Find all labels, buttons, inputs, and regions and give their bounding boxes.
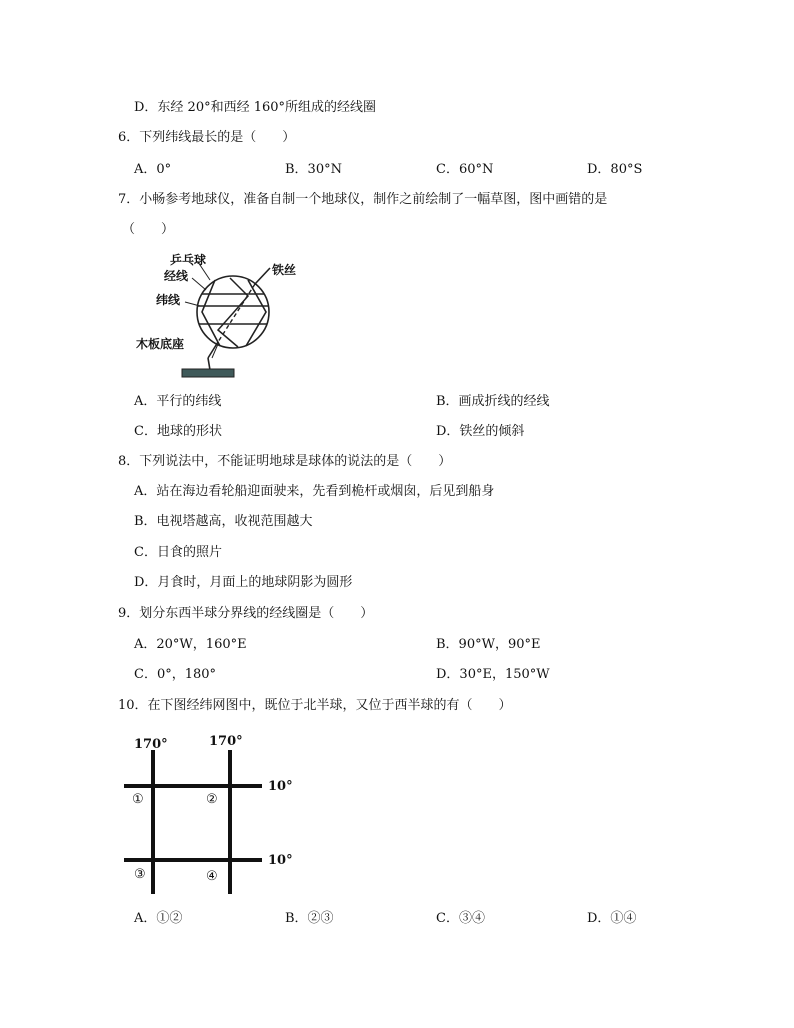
wooden-base <box>182 369 234 377</box>
q10-option-d[interactable]: D．①④ <box>587 911 637 926</box>
q8-stem: 8．下列说法中，不能证明地球是球体的说法的是（ ） <box>118 454 452 469</box>
meridian-zigzag-center <box>218 278 248 347</box>
q9-option-c[interactable]: C．0°，180° <box>134 667 217 682</box>
q7-option-b[interactable]: B．画成折线的经线 <box>436 394 550 409</box>
q9-stem: 9．划分东西半球分界线的经线圈是（ ） <box>118 606 374 621</box>
q7-stem-blank: （ ） <box>122 222 175 237</box>
lat-long-grid-figure <box>120 728 310 900</box>
label-meridian: 经线 <box>164 269 189 283</box>
wire-axis-top <box>255 268 270 284</box>
q10-stem: 10．在下图经纬网图中，既位于北半球，又位于西半球的有（ ） <box>118 698 512 713</box>
label-lat-bottom: 10° <box>268 853 293 868</box>
stand-post <box>208 358 210 370</box>
cell-marker-4: ④ <box>206 869 218 884</box>
q7-option-a[interactable]: A．平行的纬线 <box>134 394 222 409</box>
label-lat-top: 10° <box>268 779 293 794</box>
q6-option-a[interactable]: A．0° <box>134 162 172 177</box>
cell-marker-3: ③ <box>134 867 146 882</box>
q8-option-c[interactable]: C．日食的照片 <box>134 545 222 560</box>
q6-option-b[interactable]: B．30°N <box>285 162 342 177</box>
wire-axis-dashed <box>218 284 255 342</box>
q8-option-a[interactable]: A．站在海边看轮船迎面驶来，先看到桅杆或烟囱，后见到船身 <box>134 484 495 499</box>
globe-sketch-figure <box>130 250 310 382</box>
meridian-zigzag-right <box>246 280 266 346</box>
q8-option-b[interactable]: B．电视塔越高，收视范围越大 <box>134 514 313 529</box>
q9-option-b[interactable]: B．90°W，90°E <box>436 637 541 652</box>
q9-option-a[interactable]: A．20°W，160°E <box>134 637 247 652</box>
cell-marker-2: ② <box>206 792 218 807</box>
label-pingpong: 乒乓球 <box>170 253 207 267</box>
q10-option-b[interactable]: B．②③ <box>285 911 334 926</box>
q7-option-d[interactable]: D．铁丝的倾斜 <box>436 424 525 439</box>
label-lon-right: 170° <box>209 734 243 749</box>
q6-stem: 6．下列纬线最长的是（ ） <box>118 130 296 145</box>
leader-meridian <box>192 278 206 290</box>
cell-marker-1: ① <box>132 792 144 807</box>
label-parallel: 纬线 <box>156 293 181 307</box>
q5-option-d: D．东经 20°和西经 160°所组成的经线圈 <box>134 100 377 115</box>
label-wire: 铁丝 <box>272 263 297 277</box>
q10-option-a[interactable]: A．①② <box>134 911 183 926</box>
q8-option-d[interactable]: D．月食时，月面上的地球阴影为圆形 <box>134 575 353 590</box>
q9-option-d[interactable]: D．30°E，150°W <box>436 667 550 682</box>
label-base: 木板底座 <box>136 337 185 351</box>
q7-option-c[interactable]: C．地球的形状 <box>134 424 222 439</box>
q6-option-c[interactable]: C．60°N <box>436 162 494 177</box>
q7-stem: 7．小畅参考地球仪，准备自制一个地球仪，制作之前绘制了一幅草图，图中画错的是 <box>118 192 608 207</box>
label-lon-left: 170° <box>134 737 168 752</box>
q6-option-d[interactable]: D．80°S <box>587 162 643 177</box>
q10-option-c[interactable]: C．③④ <box>436 911 485 926</box>
